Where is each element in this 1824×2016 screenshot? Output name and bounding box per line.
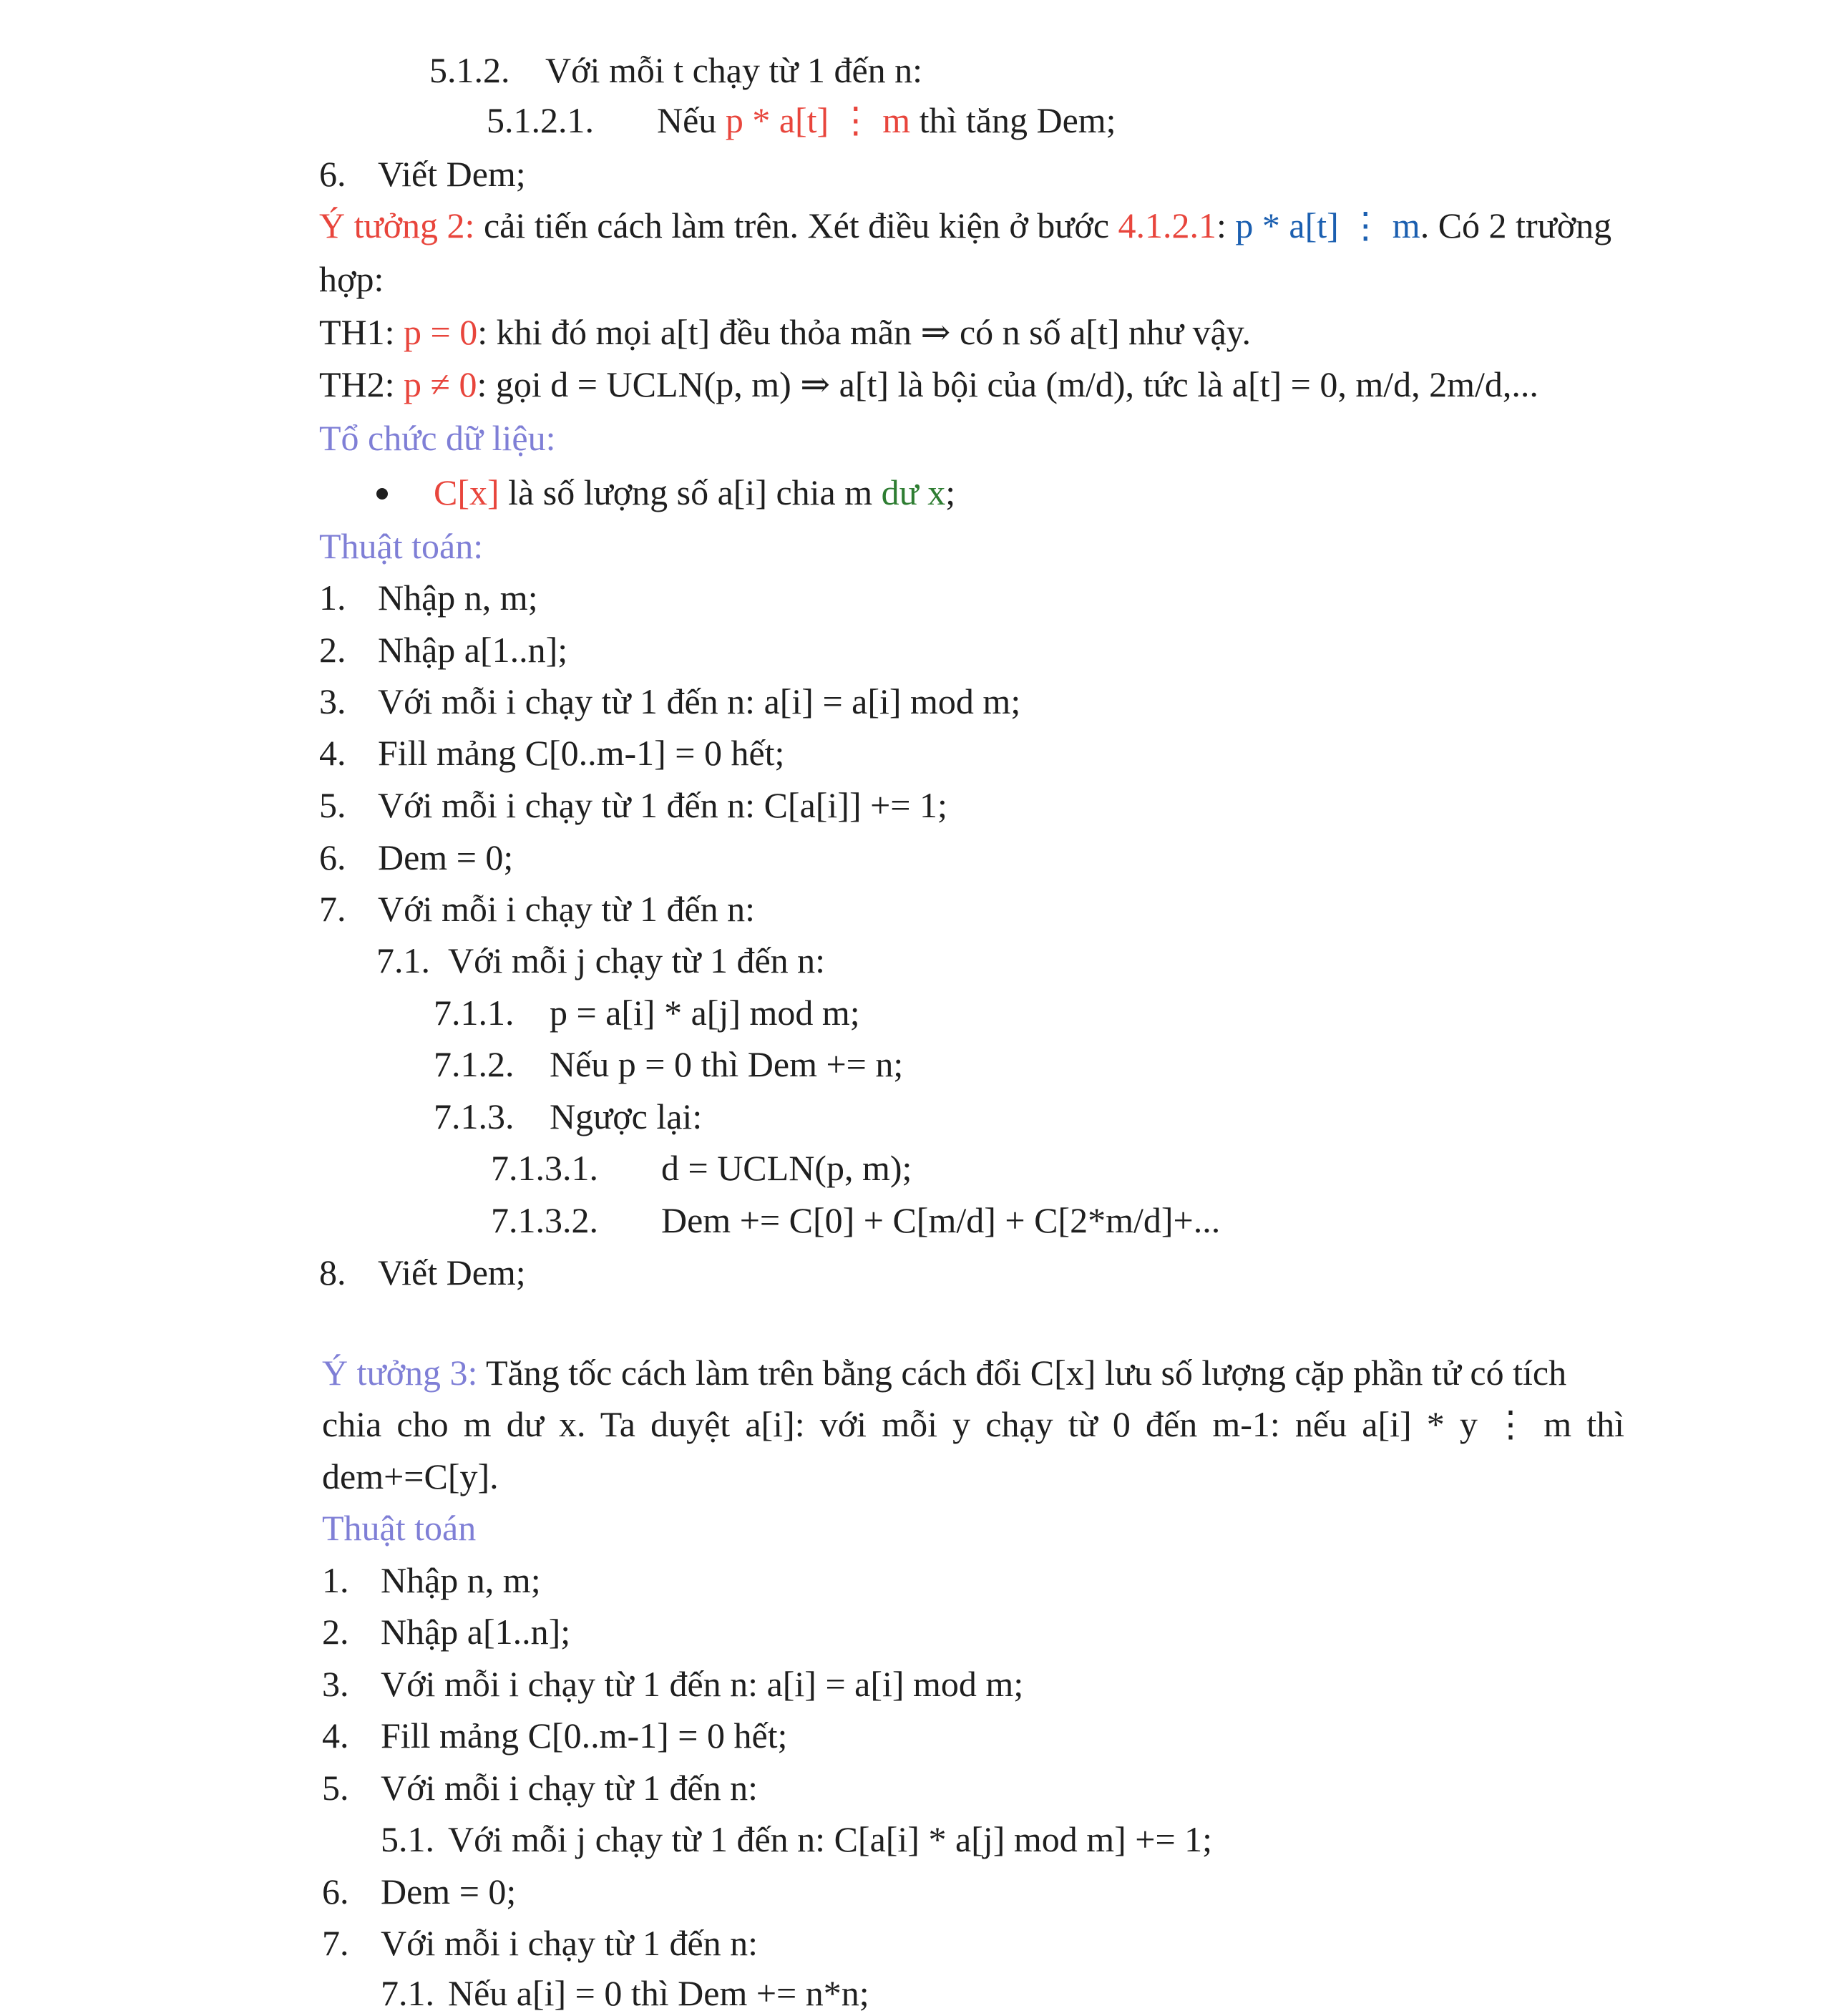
step-text: Với mỗi i chạy từ 1 đến n: bbox=[381, 1923, 759, 1963]
algo3-step bbox=[322, 1610, 570, 1653]
step-number: 7. bbox=[319, 889, 346, 929]
step-text: Với mỗi t chạy từ 1 đến n: bbox=[545, 50, 923, 90]
step-number: 4. bbox=[319, 733, 346, 773]
step-number: 7.1.3.2. bbox=[491, 1200, 598, 1240]
algo2-step bbox=[434, 1043, 903, 1086]
bullet-text: là số lượng số a[i] chia m bbox=[499, 472, 882, 512]
paragraph-text: dem+=C[y]. bbox=[322, 1456, 499, 1496]
step-text: Fill mảng C[0..m-1] = 0 hết; bbox=[381, 1715, 788, 1756]
algo3-step bbox=[381, 1818, 1212, 1861]
step-number: 3. bbox=[322, 1664, 349, 1704]
step-text: Viết Dem; bbox=[378, 154, 526, 194]
algo3-step bbox=[322, 1766, 758, 1809]
algo2-step bbox=[376, 939, 825, 982]
step-text: Với mỗi i chạy từ 1 đến n: C[a[i]] += 1; bbox=[378, 785, 947, 825]
step-text: Dem = 0; bbox=[378, 837, 514, 877]
idea2-label: Ý tưởng 2: bbox=[319, 205, 475, 245]
paragraph-text: chia cho m dư x. Ta duyệt a[i]: với mỗi y chạy từ 0 đến m-1: nếu a[i] * y ⋮ m thì bbox=[322, 1404, 1624, 1444]
idea2-paragraph-cont bbox=[319, 258, 384, 301]
step-5-1-2-1 bbox=[487, 99, 1116, 142]
step-5-1-2 bbox=[429, 49, 922, 92]
condition-expression: p * a[t] ⋮ m bbox=[1235, 205, 1420, 245]
step-text: Viết Dem; bbox=[378, 1252, 526, 1292]
algo2-step bbox=[319, 731, 784, 774]
algo2-heading: Thuật toán: bbox=[319, 526, 484, 566]
step-number: 5.1. bbox=[381, 1819, 434, 1859]
idea3-paragraph bbox=[322, 1351, 1566, 1394]
algo2-step bbox=[319, 1251, 526, 1294]
step-text: Dem = 0; bbox=[381, 1871, 517, 1912]
idea2-paragraph bbox=[319, 204, 1611, 247]
algo2-step bbox=[434, 991, 860, 1034]
step-text: Fill mảng C[0..m-1] = 0 hết; bbox=[378, 733, 785, 773]
step-number: 6. bbox=[322, 1871, 349, 1912]
algo3-step bbox=[322, 1662, 1023, 1705]
step-text: Nếu a[i] = 0 thì Dem += n*n; bbox=[448, 1973, 869, 2013]
case-text: : khi đó mọi a[t] đều thỏa mãn ⇒ có n số a[t] như vậy. bbox=[477, 312, 1252, 352]
idea3-paragraph-end bbox=[322, 1455, 499, 1498]
step-text: d = UCLN(p, m); bbox=[661, 1148, 912, 1188]
step-6-top bbox=[319, 152, 526, 195]
step-text: Với mỗi i chạy từ 1 đến n: a[i] = a[i] mod m; bbox=[378, 681, 1021, 721]
algo2-step bbox=[319, 887, 755, 930]
step-text: Nếu p = 0 thì Dem += n; bbox=[550, 1044, 904, 1084]
step-text: p = a[i] * a[j] mod m; bbox=[550, 993, 860, 1033]
algo2-step bbox=[434, 1095, 702, 1138]
step-number: 6. bbox=[319, 154, 346, 194]
bullet-dot bbox=[376, 488, 388, 500]
data-org-bullet bbox=[376, 471, 955, 514]
step-number: 7.1.1. bbox=[434, 993, 514, 1033]
case-1 bbox=[319, 311, 1251, 354]
step-number: 5. bbox=[322, 1768, 349, 1808]
algo2-step bbox=[319, 836, 513, 879]
step-text: Với mỗi i chạy từ 1 đến n: bbox=[381, 1768, 759, 1808]
step-number: 7.1. bbox=[381, 1973, 434, 2013]
algo3-step bbox=[322, 1714, 787, 1757]
step-text: Dem += C[0] + C[m/d] + C[2*m/d]+... bbox=[661, 1200, 1221, 1240]
paragraph-text: . Có 2 trường bbox=[1420, 205, 1612, 245]
algo3-step bbox=[322, 1559, 541, 1602]
algo3-step bbox=[322, 1870, 516, 1913]
algo2-step bbox=[319, 628, 567, 671]
step-text: Nhập a[1..n]; bbox=[381, 1612, 571, 1652]
step-number: 5.1.2. bbox=[429, 50, 510, 90]
step-number: 1. bbox=[322, 1560, 349, 1600]
idea3-paragraph-cont bbox=[322, 1403, 1624, 1446]
step-text: Nhập n, m; bbox=[381, 1560, 541, 1600]
algo2-step bbox=[319, 576, 538, 619]
step-text: Với mỗi i chạy từ 1 đến n: a[i] = a[i] mod m; bbox=[381, 1664, 1024, 1704]
algo2-step bbox=[491, 1146, 912, 1189]
remainder-term: dư x bbox=[881, 472, 946, 512]
step-number: 4. bbox=[322, 1715, 349, 1756]
paragraph-text: hợp: bbox=[319, 259, 384, 299]
paragraph-text: Tăng tốc cách làm trên bằng cách đổi C[x] lưu số lượng cặp phần tử có tích bbox=[477, 1353, 1567, 1393]
algo3-step bbox=[381, 1972, 869, 2015]
paragraph-text: : bbox=[1216, 205, 1236, 245]
algo2-step bbox=[491, 1199, 1220, 1242]
step-text: Nhập n, m; bbox=[378, 578, 538, 618]
variable-name: C[x] bbox=[434, 472, 499, 512]
step-number: 7.1. bbox=[376, 940, 430, 980]
step-number: 7. bbox=[322, 1923, 349, 1963]
step-number: 8. bbox=[319, 1252, 346, 1292]
data-org-heading: Tổ chức dữ liệu: bbox=[319, 418, 556, 458]
case-label: TH1: bbox=[319, 312, 404, 352]
step-number: 3. bbox=[319, 681, 346, 721]
step-reference: 4.1.2.1 bbox=[1118, 205, 1217, 245]
step-text: Ngược lại: bbox=[550, 1096, 703, 1136]
step-text: Với mỗi j chạy từ 1 đến n: C[a[i] * a[j] mod m] += 1; bbox=[448, 1819, 1213, 1859]
algo2-step bbox=[319, 784, 947, 827]
step-text: Với mỗi i chạy từ 1 đến n: bbox=[378, 889, 756, 929]
condition-expression: p * a[t] ⋮ m bbox=[725, 100, 911, 140]
step-number: 7.1.3. bbox=[434, 1096, 514, 1136]
step-text: Nhập a[1..n]; bbox=[378, 630, 568, 670]
step-number: 7.1.3.1. bbox=[491, 1148, 598, 1188]
step-text: Với mỗi j chạy từ 1 đến n: bbox=[448, 940, 826, 980]
paragraph-text: cải tiến cách làm trên. Xét điều kiện ở bước bbox=[474, 205, 1118, 245]
step-number: 6. bbox=[319, 837, 346, 877]
step-number: 5.1.2.1. bbox=[487, 100, 594, 140]
idea3-label: Ý tưởng 3: bbox=[322, 1353, 478, 1393]
algo2-step bbox=[319, 680, 1020, 723]
algo3-step bbox=[322, 1922, 758, 1964]
case-condition: p = 0 bbox=[404, 312, 478, 352]
step-text: Nếu bbox=[657, 100, 726, 140]
case-2 bbox=[319, 363, 1538, 406]
algo3-heading: Thuật toán bbox=[322, 1508, 477, 1548]
step-number: 2. bbox=[319, 630, 346, 670]
step-text: thì tăng Dem; bbox=[910, 100, 1116, 140]
step-number: 1. bbox=[319, 578, 346, 618]
step-number: 5. bbox=[319, 785, 346, 825]
step-number: 7.1.2. bbox=[434, 1044, 514, 1084]
bullet-text: ; bbox=[945, 472, 956, 512]
case-text: : gọi d = UCLN(p, m) ⇒ a[t] là bội của (m/d), tức là a[t] = 0, m/d, 2m/d,... bbox=[477, 364, 1538, 404]
step-number: 2. bbox=[322, 1612, 349, 1652]
case-condition: p ≠ 0 bbox=[404, 364, 477, 404]
case-label: TH2: bbox=[319, 364, 404, 404]
